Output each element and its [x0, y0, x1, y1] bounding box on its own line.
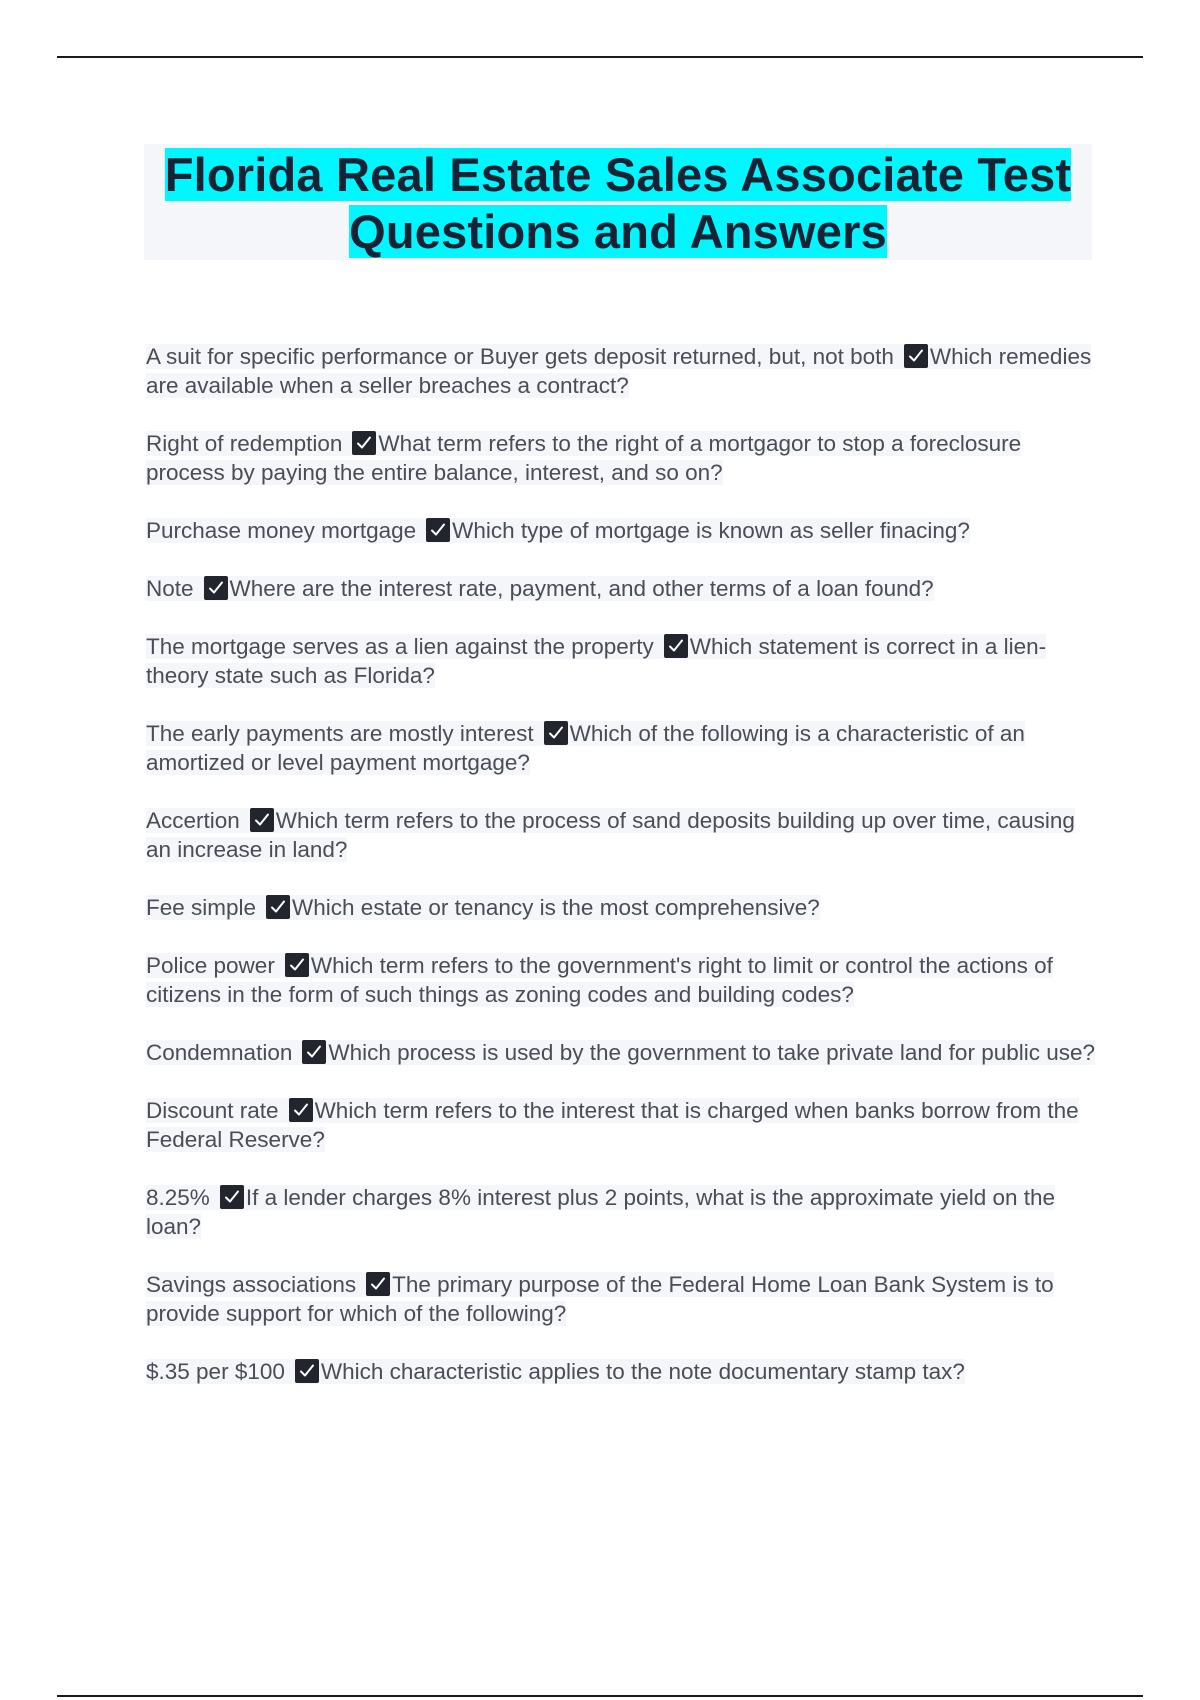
answer-text: $.35 per $100 [146, 1359, 285, 1384]
checkmark-icon [204, 576, 228, 600]
checkmark-icon [544, 721, 568, 745]
qa-item [146, 1038, 1096, 1067]
qa-text [146, 1272, 1054, 1326]
answer-text: The early payments are mostly interest [146, 721, 534, 746]
checkmark-icon [904, 344, 928, 368]
checkmark-icon [266, 895, 290, 919]
document-title [144, 144, 1092, 260]
qa-item [146, 516, 1096, 545]
question-text: Which statement is correct in a lien-theory state such as Florida? [146, 634, 1047, 688]
answer-text: Purchase money mortgage [146, 518, 417, 543]
checkmark-icon [285, 953, 309, 977]
qa-item [146, 806, 1096, 864]
title-line-1: Florida Real Estate Sales Associate Test [164, 148, 1072, 201]
qa-text [146, 576, 934, 601]
qa-item [146, 632, 1096, 690]
answer-text: Police power [146, 953, 275, 978]
answer-text: Condemnation [146, 1040, 293, 1065]
question-text: Which term refers to the government's right to limit or control the actions of citizens in the form of such things as zoning codes and building codes? [146, 953, 1053, 1007]
qa-item [146, 342, 1096, 400]
question-text: Which type of mortgage is known as seller finacing? [452, 518, 970, 543]
checkmark-icon [664, 634, 688, 658]
checkmark-icon [289, 1098, 313, 1122]
checkmark-icon [250, 808, 274, 832]
qa-item [146, 1096, 1096, 1154]
answer-text: A suit for specific performance or Buyer gets deposit returned, but, not both [146, 344, 894, 369]
answer-text: The mortgage serves as a lien against the property [146, 634, 654, 659]
answer-text: Savings associations [146, 1272, 357, 1297]
qa-item [146, 574, 1096, 603]
qa-text [146, 808, 1075, 862]
qa-text [146, 1098, 1079, 1152]
question-text: Which characteristic applies to the note documentary stamp tax? [320, 1359, 965, 1384]
qa-item [146, 1270, 1096, 1328]
qa-text [146, 1359, 965, 1384]
answer-text: Discount rate [146, 1098, 279, 1123]
answer-text: 8.25% [146, 1185, 210, 1210]
qa-list [146, 342, 1096, 1415]
checkmark-icon [426, 518, 450, 542]
question-text: Which remedies are available when a seller breaches a contract? [146, 344, 1092, 398]
checkmark-icon [366, 1272, 390, 1296]
title-line-2: Questions and Answers [349, 205, 887, 258]
question-text: Which of the following is a characteristic of an amortized or level payment mortgage? [146, 721, 1025, 775]
answer-text: Fee simple [146, 895, 257, 920]
checkmark-icon [302, 1040, 326, 1064]
checkmark-icon [295, 1359, 319, 1383]
bottom-rule [57, 1695, 1143, 1697]
qa-item [146, 1183, 1096, 1241]
qa-text [146, 634, 1046, 688]
answer-text: Note [146, 576, 194, 601]
qa-text [146, 518, 970, 543]
qa-text [146, 721, 1025, 775]
question-text: Which process is used by the government to take private land for public use? [328, 1040, 1096, 1065]
answer-text: Accertion [146, 808, 240, 833]
qa-item [146, 893, 1096, 922]
qa-item [146, 429, 1096, 487]
qa-text [146, 431, 1021, 485]
checkmark-icon [220, 1185, 244, 1209]
qa-text [146, 895, 820, 920]
question-text: Which term refers to the process of sand deposits building up over time, causing an increase in land? [146, 808, 1075, 862]
question-text: If a lender charges 8% interest plus 2 points, what is the approximate yield on the loan? [146, 1185, 1056, 1239]
top-rule [57, 56, 1143, 58]
qa-text [146, 344, 1091, 398]
qa-text [146, 1040, 1095, 1065]
answer-text: Right of redemption [146, 431, 343, 456]
checkmark-icon [352, 431, 376, 455]
question-text: Where are the interest rate, payment, and other terms of a loan found? [229, 576, 934, 601]
question-text: The primary purpose of the Federal Home Loan Bank System is to provide support for which of the following? [146, 1272, 1054, 1326]
qa-text [146, 1185, 1055, 1239]
qa-text [146, 953, 1053, 1007]
qa-item [146, 1357, 1096, 1386]
question-text: Which estate or tenancy is the most comprehensive? [292, 895, 820, 920]
qa-item [146, 951, 1096, 1009]
question-text: Which term refers to the interest that is charged when banks borrow from the Federal Reserve? [146, 1098, 1079, 1152]
question-text: What term refers to the right of a mortgagor to stop a foreclosure process by paying the entire balance, interest, and so on? [146, 431, 1022, 485]
qa-item [146, 719, 1096, 777]
